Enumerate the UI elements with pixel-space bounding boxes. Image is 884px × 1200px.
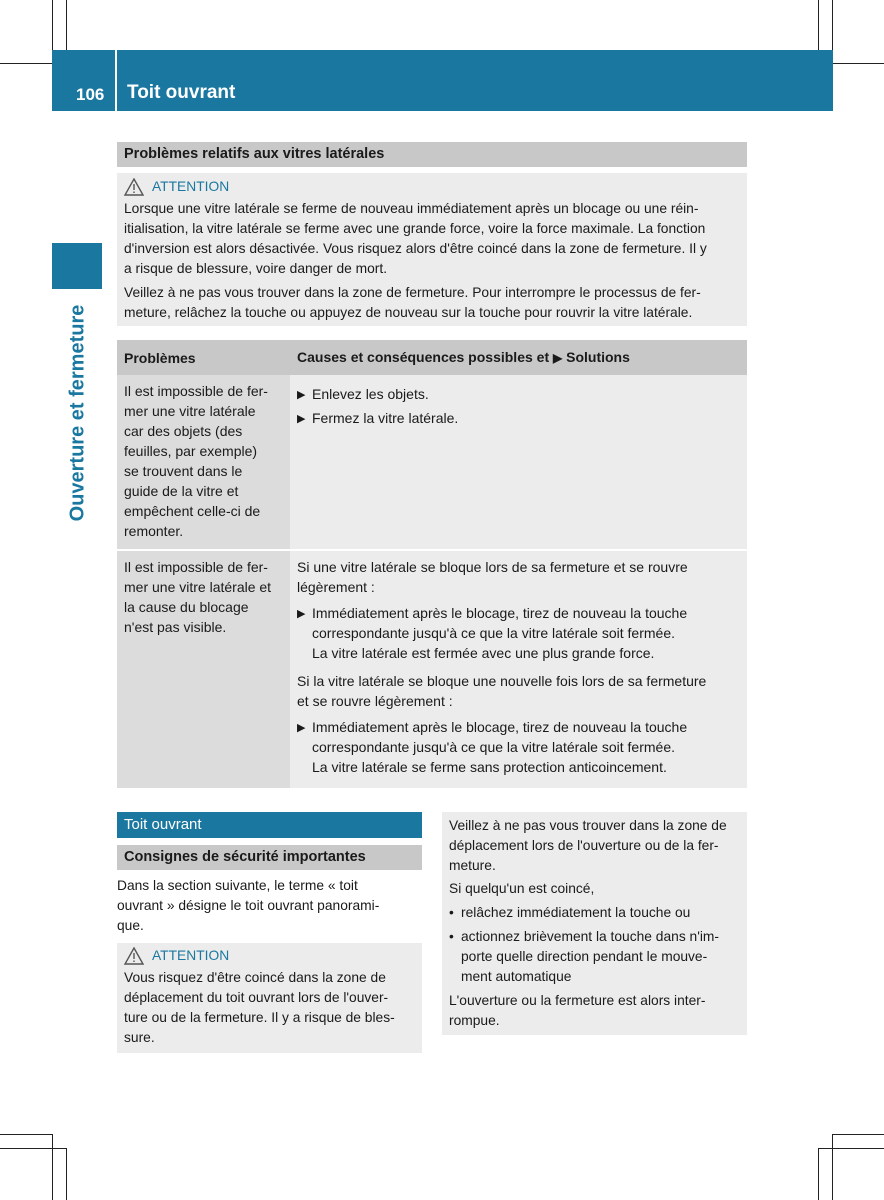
warning-text: Si quelqu'un est coincé, xyxy=(449,881,595,896)
table-header-row xyxy=(117,340,747,375)
warning-text: L'ouverture ou la fermeture est alors inter- rompue. xyxy=(449,993,706,1028)
warning-triangle-icon xyxy=(124,178,144,196)
solution-intro: Si la vitre latérale se bloque une nouvelle fois lors de sa fermeture et se rouvre légèrement : xyxy=(297,673,707,709)
solution-cell xyxy=(290,550,747,788)
crop-mark xyxy=(833,1134,884,1135)
warning-continuation-box xyxy=(442,812,747,1035)
crop-mark xyxy=(0,1134,52,1135)
warning-header xyxy=(124,946,415,966)
column-header-problems: Problèmes xyxy=(117,340,290,375)
arrow-right-icon: ▶ xyxy=(297,389,306,401)
crop-mark xyxy=(832,1134,833,1200)
step-item: ▶ Immédiatement après le blocage, tirez de nouveau la touche correspondante jusqu'à ce que la vitre latérale soit fermée. La vitre latérale se ferme sans protection anticoincement. xyxy=(297,719,688,775)
crop-mark xyxy=(66,1148,67,1200)
solution-cell xyxy=(290,375,747,550)
sidebar-chapter-title: Ouverture et fermeture xyxy=(66,304,89,522)
crop-mark xyxy=(52,1134,53,1200)
page-number: 106 xyxy=(76,85,105,104)
crop-mark xyxy=(0,1148,66,1149)
warning-box xyxy=(117,173,747,326)
crop-mark xyxy=(66,0,67,50)
crop-mark xyxy=(818,0,819,50)
warning-text: Veillez à ne pas vous trouver dans la zone de déplacement lors de l'ouverture ou de la fer- meture. xyxy=(449,818,727,873)
warning-label: ATTENTION xyxy=(152,179,230,194)
bullet-icon: • xyxy=(449,905,454,920)
crop-mark xyxy=(818,1148,819,1200)
arrow-right-icon: ▶ xyxy=(297,722,306,734)
warning-header xyxy=(124,177,740,197)
warning-text: Lorsque une vitre latérale se ferme de nouveau immédiatement après un blocage ou une réin- itialisation, la vitre latérale se ferme avec une grande force, voire la force maximale. La fonction d'inversion est alors désactivée. Vous risquez alors d'être coincé dans la zone de fermeture. Il y a risque de blessure, voire danger de mort. xyxy=(124,201,707,276)
warning-label: ATTENTION xyxy=(152,948,230,963)
crop-mark xyxy=(833,63,884,64)
warning-triangle-icon xyxy=(124,947,144,965)
arrow-right-icon: ▶ xyxy=(297,413,306,425)
list-item: • actionnez brièvement la touche dans n'im- porte quelle direction pendant le mouve- ment automatique xyxy=(449,927,740,987)
intro-paragraph: Dans la section suivante, le terme « toit ouvrant » désigne le toit ouvrant panorami- que. xyxy=(117,878,380,933)
crop-mark xyxy=(832,0,833,50)
warning-text: Veillez à ne pas vous trouver dans la zone de fermeture. Pour interrompre le processus de fer- meture, relâchez la touche ou appuyez de nouveau sur la touche pour rouvrir la vitre latérale. xyxy=(124,285,701,320)
arrow-right-icon: ▶ xyxy=(297,608,306,620)
problem-cell: Il est impossible de fer- mer une vitre latérale et la cause du blocage n'est pas visible. xyxy=(117,550,290,788)
bullet-icon: • xyxy=(449,929,454,944)
section-heading: Problèmes relatifs aux vitres latérales xyxy=(117,142,747,167)
warning-text: Vous risquez d'être coincé dans la zone de déplacement du toit ouvrant lors de l'ouver- ture ou de la fermeture. Il y a risque de bles- sure. xyxy=(124,970,395,1045)
subsection-heading: Consignes de sécurité importantes xyxy=(117,845,422,870)
page-title: Toit ouvrant xyxy=(127,82,236,103)
table-row xyxy=(117,550,747,788)
list-item: • relâchez immédiatement la touche ou xyxy=(449,903,740,923)
solution-intro: Si une vitre latérale se bloque lors de sa fermeture et se rouvre légèrement : xyxy=(297,559,688,595)
sidebar-tab-block xyxy=(52,243,102,289)
crop-mark xyxy=(52,0,53,50)
crop-mark xyxy=(0,63,52,64)
header-divider xyxy=(115,50,117,111)
crop-mark xyxy=(818,1148,884,1149)
section-heading-toit-ouvrant: Toit ouvrant xyxy=(117,812,422,838)
problem-cell: Il est impossible de fer- mer une vitre latérale car des objets (des feuilles, par exemple) se trouvent dans le guide de la vitre et empêchent celle-ci de remonter. xyxy=(117,375,290,550)
warning-box xyxy=(117,943,422,1053)
column-header-causes: Causes et conséquences possibles et ▶ Solutions xyxy=(290,340,747,375)
problems-table xyxy=(117,340,747,788)
table-row xyxy=(117,375,747,550)
arrow-right-icon: ▶ xyxy=(553,351,563,365)
step-item: ▶ Fermez la vitre latérale. xyxy=(297,408,740,429)
step-item: ▶ Enlevez les objets. xyxy=(297,384,740,405)
step-item: ▶ Immédiatement après le blocage, tirez de nouveau la touche correspondante jusqu'à ce que la vitre latérale soit fermée. La vitre latérale est fermée avec une plus grande force. xyxy=(297,605,688,661)
